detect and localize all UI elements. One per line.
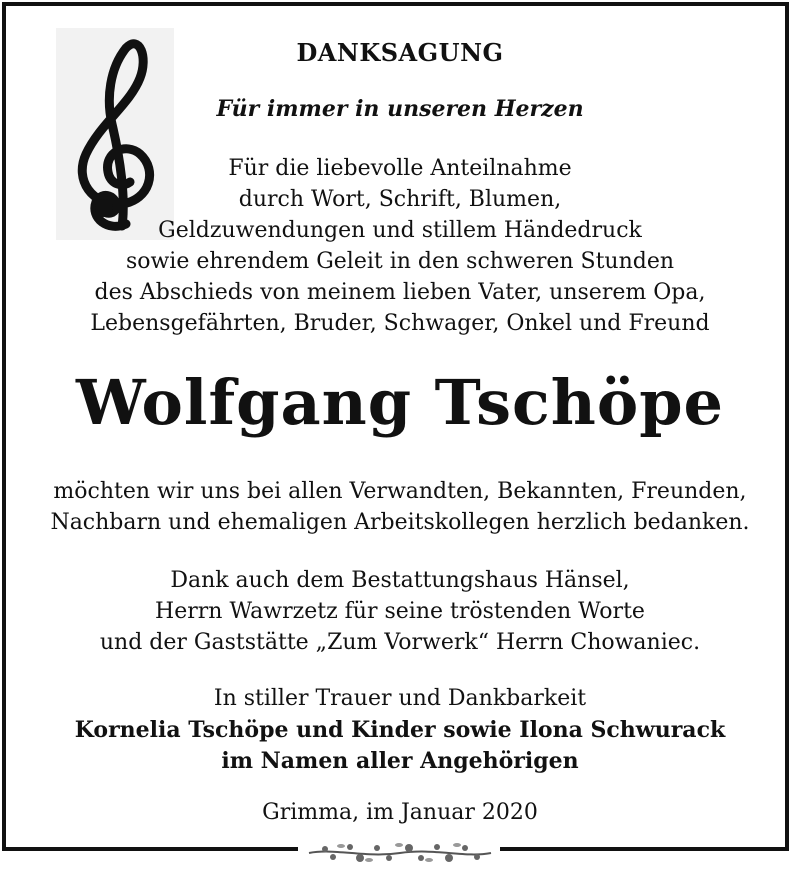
deceased-name: Wolfgang Tschöpe <box>75 366 725 439</box>
signatory-line: im Namen aller Angehörigen <box>221 748 579 774</box>
extra-thanks-line: Dank auch dem Bestattungshaus Hänsel, <box>170 568 630 593</box>
intro-line: des Abschieds von meinem lieben Vater, unserem Opa, <box>94 280 706 305</box>
extra-thanks-line: und der Gaststätte „Zum Vorwerk“ Herrn Chowaniec. <box>99 630 701 655</box>
intro-line: durch Wort, Schrift, Blumen, <box>238 187 562 212</box>
motto: Für immer in unseren Herzen <box>216 96 584 122</box>
intro-line: Geldzuwendungen und stillem Händedruck <box>158 218 642 243</box>
closing-line: In stiller Trauer und Dankbarkeit <box>213 686 587 711</box>
floral-ornament-icon <box>305 838 495 868</box>
intro-line: sowie ehrendem Geleit in den schweren Stunden <box>125 249 675 274</box>
intro-line: Lebensgefährten, Bruder, Schwager, Onkel und Freund <box>90 311 710 336</box>
signatory-line: Kornelia Tschöpe und Kinder sowie Ilona Schwurack <box>74 717 726 743</box>
thanks-line: Nachbarn und ehemaligen Arbeitskollegen herzlich bedanken. <box>50 510 750 535</box>
place-date: Grimma, im Januar 2020 <box>262 800 538 825</box>
intro-line: Für die liebevolle Anteilnahme <box>228 156 572 181</box>
thanks-line: möchten wir uns bei allen Verwandten, Bekannten, Freunden, <box>53 479 747 504</box>
heading: DANKSAGUNG <box>296 38 504 67</box>
extra-thanks-line: Herrn Wawrzetz für seine tröstenden Worte <box>155 599 645 624</box>
